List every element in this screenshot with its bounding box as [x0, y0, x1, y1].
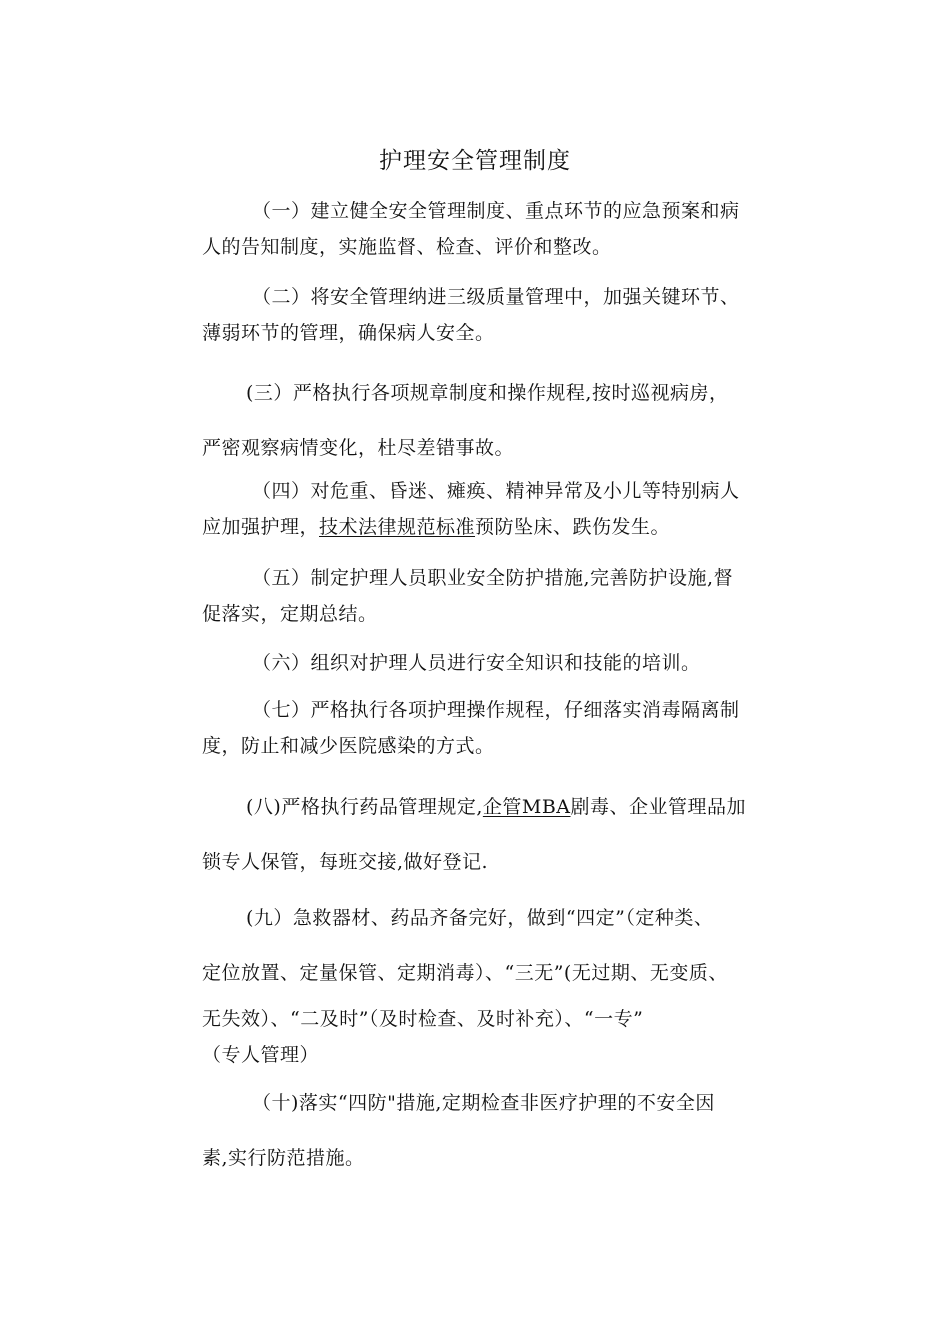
clause-8-text-a: (八)严格执行药品管理规定,: [246, 796, 483, 818]
clause-2: [202, 279, 842, 351]
clause-8-text-c: 剧毒、企业管理品加: [570, 796, 747, 818]
clause-4-line-2: [202, 509, 842, 545]
clause-2-line-1: （二）将安全管理纳进三级质量管理中，加强关键环节、: [252, 286, 740, 308]
clause-9: [202, 891, 842, 1073]
clause-9-line-4: （专人管理）: [202, 1044, 320, 1066]
clause-8-line-1: [202, 780, 842, 835]
clause-6-line-1: （六）组织对护理人员进行安全知识和技能的培训。: [252, 652, 701, 674]
clause-4: [202, 473, 842, 545]
clause-3: [202, 366, 842, 476]
clause-9-line-2: 定位放置、定量保管、定期消毒）、“三无”(无过期、无变质、: [202, 962, 728, 984]
clause-1-line-1: （一）建立健全安全管理制度、重点环节的应急预案和病: [252, 200, 740, 222]
clause-4-line-1: （四）对危重、昏迷、瘫痪、精神异常及小儿等特别病人: [252, 480, 740, 502]
clause-7-line-1: （七）严格执行各项护理操作规程，仔细落实消毒隔离制: [252, 699, 740, 721]
clause-4-underlined-text: 技术法律规范标准: [319, 516, 476, 538]
clause-8-line-2: 锁专人保管，每班交接,做好登记.: [202, 851, 489, 873]
clause-3-line-1: (三）严格执行各项规章制度和操作规程,按时巡视病房，: [246, 382, 729, 404]
clause-8-underlined-text: 企管MBA: [482, 796, 571, 818]
document-title: 护理安全管理制度: [379, 148, 571, 174]
clause-10-line-2: 素,实行防范措施。: [202, 1147, 365, 1169]
clause-1: [202, 193, 842, 265]
clause-1-line-2: 人的告知制度，实施监督、检查、评价和整改。: [202, 236, 612, 258]
clause-5-line-2: 促落实，定期总结。: [202, 603, 378, 625]
clause-7-line-2: 度，防止和减少医院感染的方式。: [202, 735, 495, 757]
clause-5-line-1: （五）制定护理人员职业安全防护措施,完善防护设施,督: [252, 567, 734, 589]
clause-9-line-3: 无失效）、“二及时”（及时检查、及时补充）、“一专”: [202, 1008, 644, 1030]
clause-9-line-1: (九）急救器材、药品齐备完好，做到“四定”（定种类、: [246, 907, 714, 929]
clause-3-line-2: 严密观察病情变化，杜尽差错事故。: [202, 437, 515, 459]
clause-10-line-1: （十)落实“四防"措施,定期检查非医疗护理的不安全因: [252, 1092, 715, 1114]
clause-4-text-a: 应加强护理，: [202, 516, 320, 538]
clause-10: [202, 1076, 842, 1186]
clause-2-line-2: 薄弱环节的管理，确保病人安全。: [202, 322, 495, 344]
clause-7: [202, 692, 842, 764]
clause-4-text-c: 预防坠床、跌伤发生。: [475, 516, 671, 538]
clause-6: [202, 645, 842, 681]
clause-5: [202, 560, 842, 632]
clause-8: [202, 780, 842, 890]
